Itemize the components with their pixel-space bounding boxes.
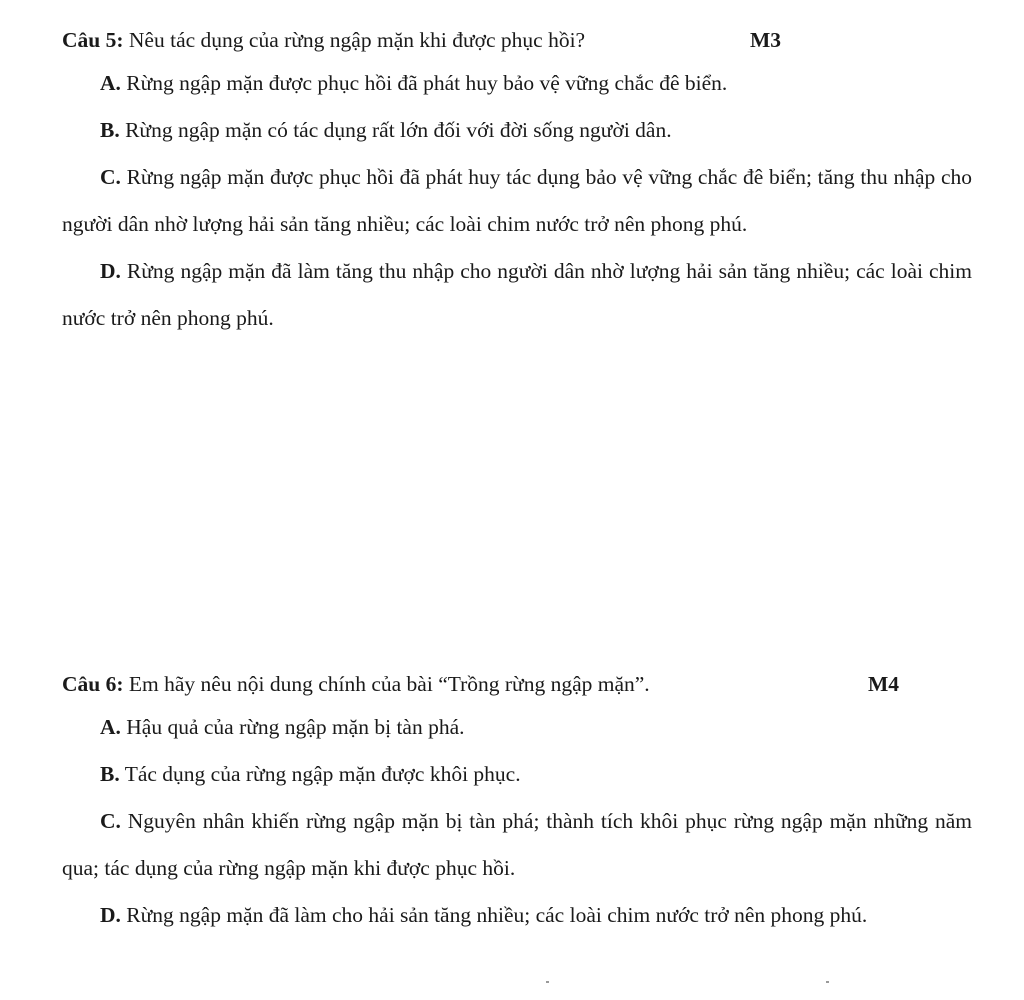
option-text: Rừng ngập mặn có tác dụng rất lớn đối với đời sống người dân. (119, 118, 672, 142)
question-5 (62, 20, 972, 342)
option-text: Rừng ngập mặn được phục hồi đã phát huy bảo vệ vững chắc đê biển. (120, 71, 728, 95)
question-5-option-c (62, 154, 972, 248)
option-letter: C. (100, 809, 121, 833)
option-letter: B. (100, 762, 120, 786)
question-5-option-a (62, 60, 972, 107)
option-letter: D. (100, 903, 121, 927)
question-6 (62, 664, 972, 939)
option-text: Tác dụng của rừng ngập mặn được khôi phục. (119, 762, 521, 786)
option-letter: B. (100, 118, 120, 142)
question-6-option-a (62, 704, 972, 751)
question-6-header (62, 664, 972, 704)
question-5-number: Câu 5: (62, 28, 124, 52)
question-6-level: M4 (868, 672, 900, 696)
question-6-option-c (62, 798, 972, 892)
question-6-option-d (62, 892, 972, 939)
option-letter: A. (100, 715, 121, 739)
option-letter: D. (100, 259, 121, 283)
question-5-text: Nêu tác dụng của rừng ngập mặn khi được phục hồi? (123, 28, 586, 52)
question-6-number: Câu 6: (62, 672, 124, 696)
option-text: Rừng ngập mặn được phục hồi đã phát huy tác dụng bảo vệ vững chắc đê biển; tăng thu nhập cho người dân nhờ lượng hải sản tăng nhiều; các loài chim nước trở nên phong phú. (62, 165, 972, 236)
question-5-option-d (62, 248, 972, 342)
scan-speck (546, 981, 549, 983)
option-text: Nguyên nhân khiến rừng ngập mặn bị tàn phá; thành tích khôi phục rừng ngập mặn những năm qua; tác dụng của rừng ngập mặn khi được phục hồi. (62, 809, 972, 880)
option-text: Hậu quả của rừng ngập mặn bị tàn phá. (120, 715, 465, 739)
option-letter: C. (100, 165, 121, 189)
question-5-header (62, 20, 972, 60)
question-6-option-b (62, 751, 972, 798)
scan-speck (826, 981, 829, 983)
question-5-level: M3 (750, 28, 782, 52)
option-text: Rừng ngập mặn đã làm cho hải sản tăng nhiều; các loài chim nước trở nên phong phú. (120, 903, 868, 927)
option-text: Rừng ngập mặn đã làm tăng thu nhập cho người dân nhờ lượng hải sản tăng nhiều; các loài chim nước trở nên phong phú. (62, 259, 972, 330)
question-6-text: Em hãy nêu nội dung chính của bài “Trồng rừng ngập mặn”. (123, 672, 650, 696)
option-letter: A. (100, 71, 121, 95)
question-5-option-b (62, 107, 972, 154)
